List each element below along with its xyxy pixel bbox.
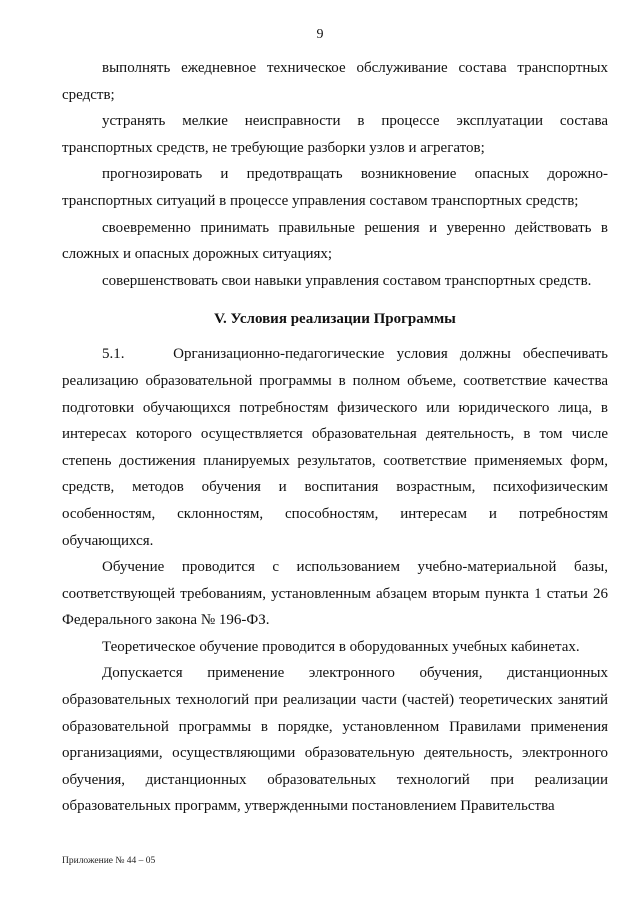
list-item: своевременно принимать правильные решения и уверенно действовать в сложных и опасных дорожных ситуациях;	[62, 219, 608, 263]
paragraph: Теоретическое обучение проводится в оборудованных учебных кабинетах.	[102, 638, 580, 655]
section-heading: V. Условия реализации Программы	[214, 311, 456, 328]
document-body	[62, 55, 608, 820]
page-number: 9	[316, 27, 324, 42]
footer-note: Приложение № 44 – 05	[62, 856, 156, 866]
paragraph: 5.1. Организационно-педагогические условия должны обеспечивать реализацию образовательной программы в полном объеме, соответствие качества подготовки обучающихся потребностям физического или юридического лица, в интересах которого осуществляется образовательная деятельность, в том числе степень достижения планируемых результатов, соответствие применяемых форм, средств, методов обучения и воспитания возрастным, психофизическим особенностям, склонностям, способностям, интересам и потребностям обучающихся.	[62, 346, 608, 549]
list-item: выполнять ежедневное техническое обслуживание состава транспортных средств;	[62, 60, 608, 103]
list-item: устранять мелкие неисправности в процессе эксплуатации состава транспортных средств, не требующие разборки узлов и агрегатов;	[62, 113, 608, 156]
list-item: прогнозировать и предотвращать возникновение опасных дорожно-транспортных ситуаций в процессе управления составом транспортных средств;	[62, 166, 608, 209]
list-item: совершенствовать свои навыки управления составом транспортных средств.	[102, 272, 592, 289]
paragraph: Допускается применение электронного обучения, дистанционных образовательных технологий при реализации части (частей) теоретических занятий образовательной программы в порядке, установленном Правилами применения организациями, осуществляющими образовательную деятельность, электронного обучения, дистанционных образовательных технологий при реализации образовательных программ, утвержденными постановлением Правительства	[62, 665, 608, 815]
paragraph: Обучение проводится с использованием учебно-материальной базы, соответствующей требованиям, установленным абзацем вторым пункта 1 статьи 26 Федерального закона № 196-ФЗ.	[62, 559, 608, 629]
